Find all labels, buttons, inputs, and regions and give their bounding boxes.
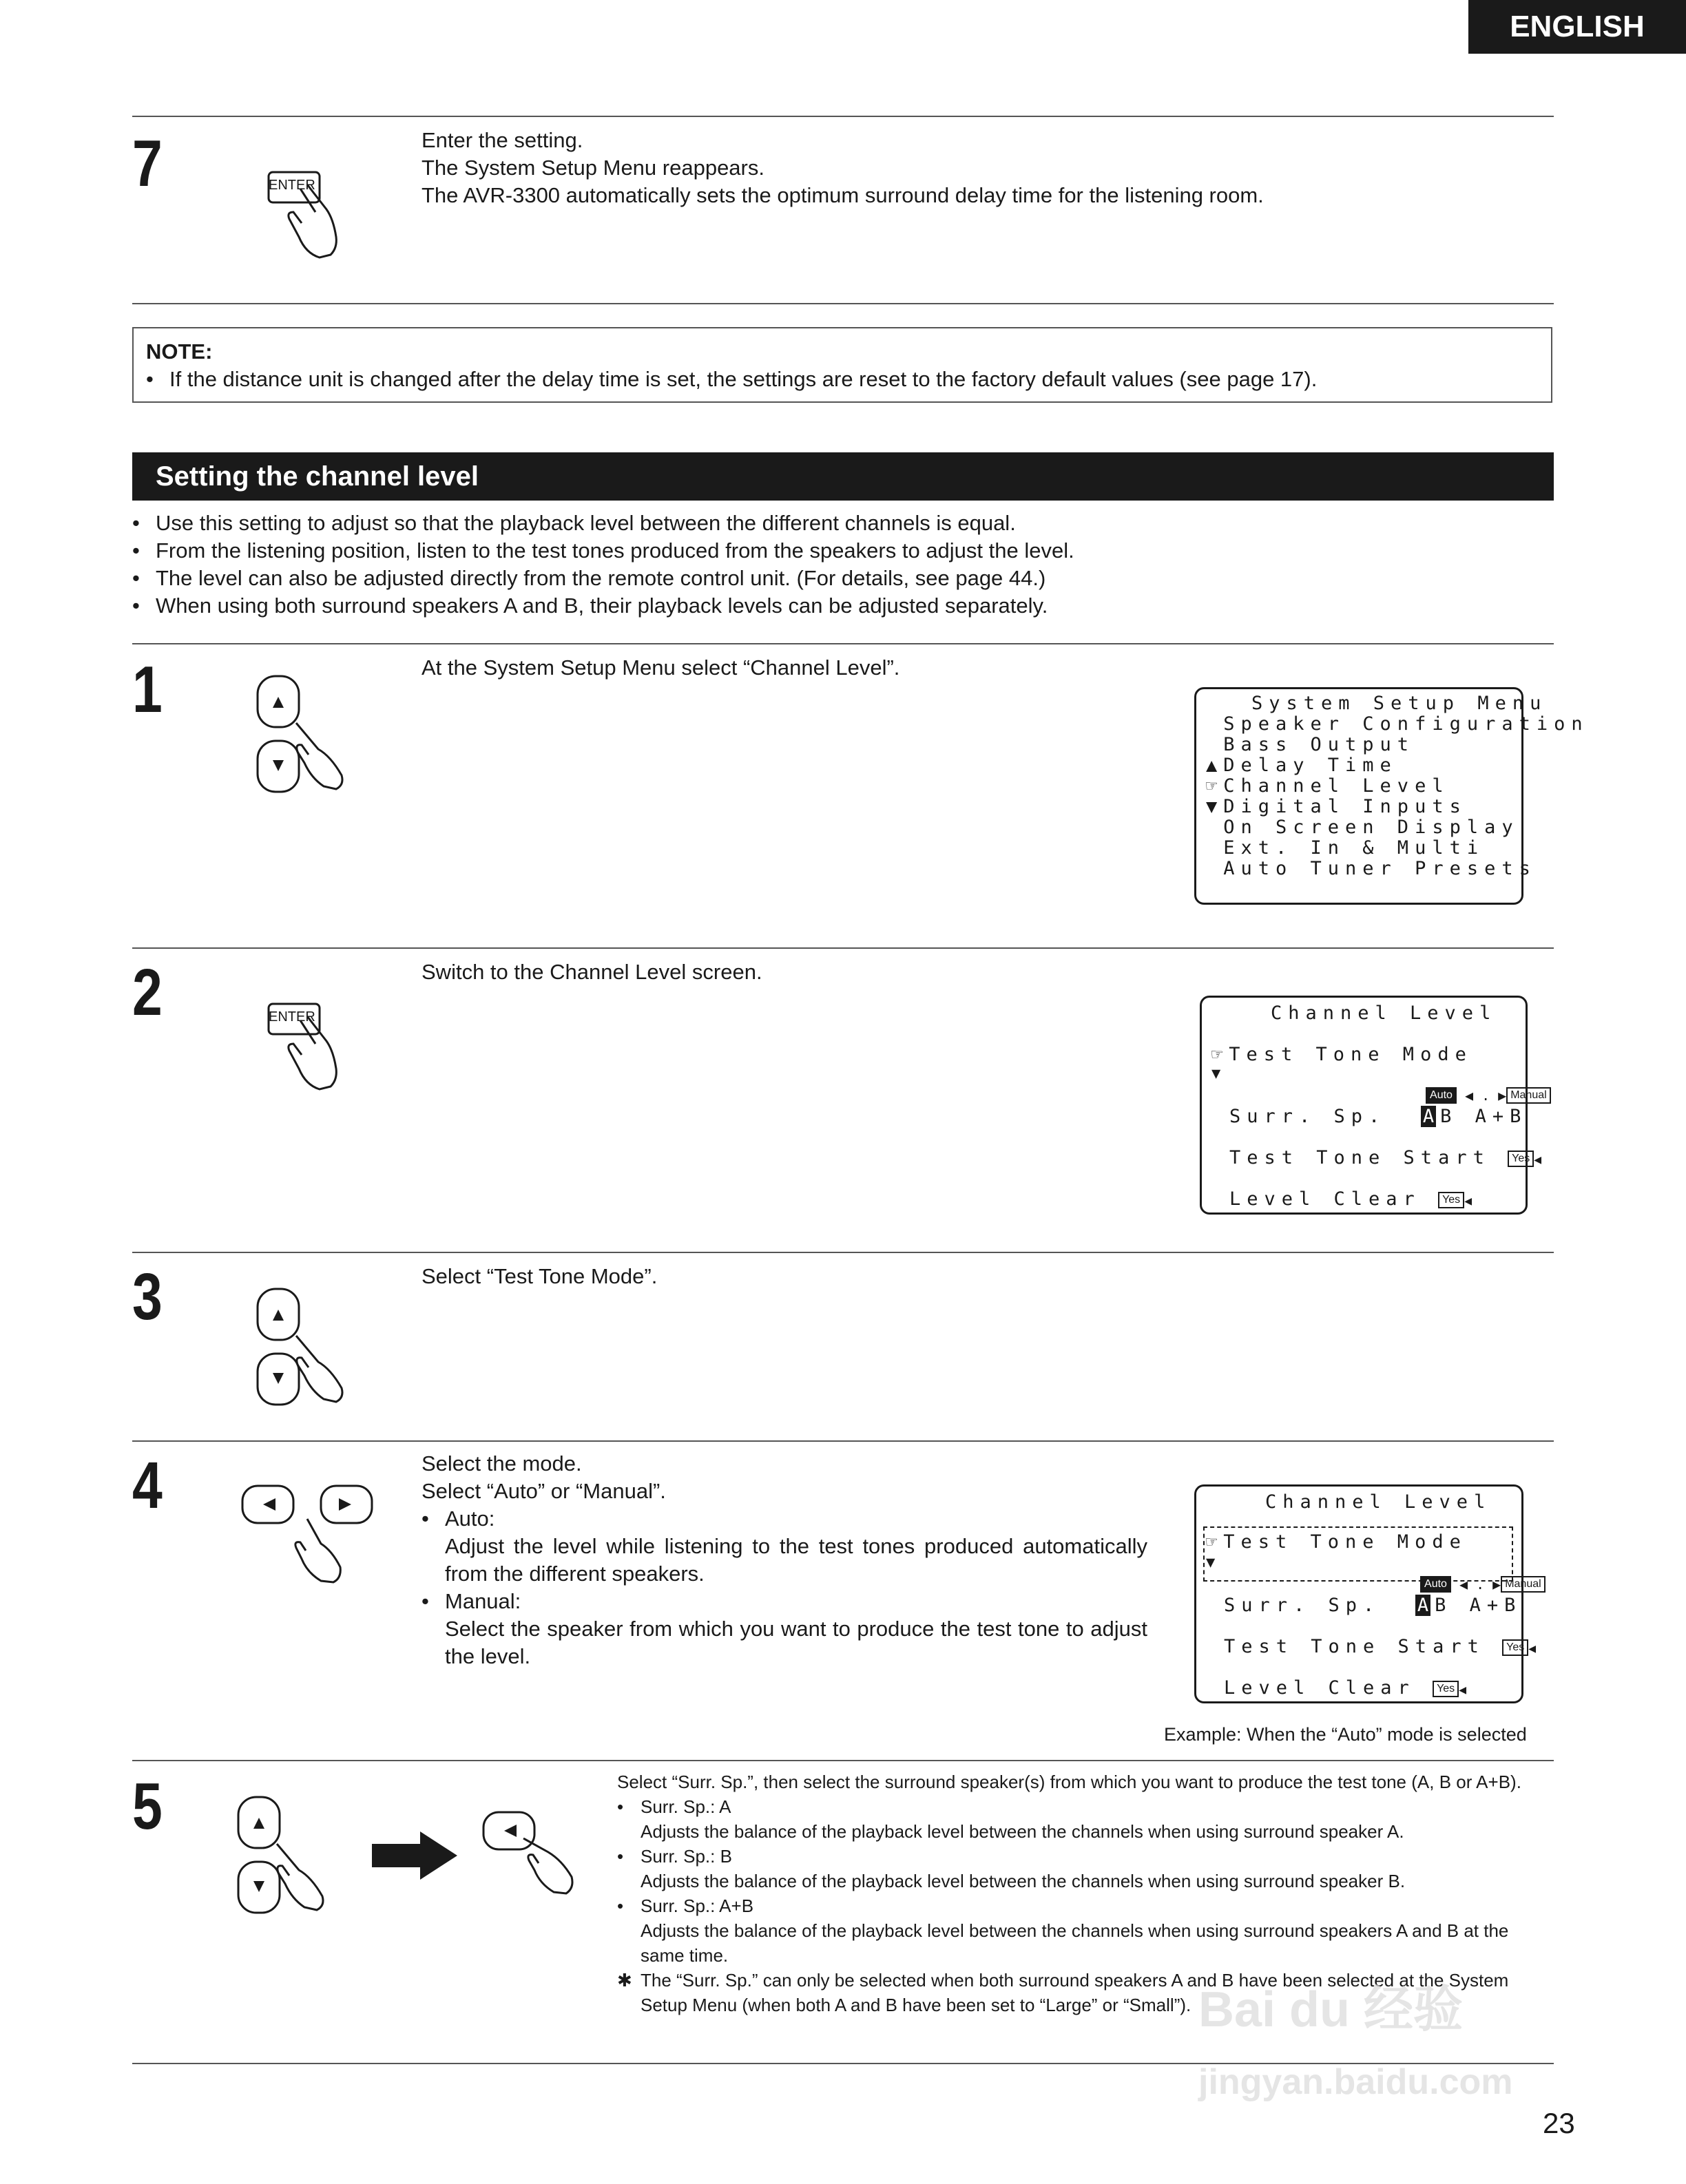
screen-caption: Example: When the “Auto” mode is selected [1164,1724,1527,1745]
manual-head: • Manual: [422,1588,1147,1615]
section-heading: Setting the channel level [132,452,1554,501]
osd-menu-item: ▼Digital Inputs [1206,796,1467,817]
osd-menu-item-selected: ☞Channel Level [1206,775,1450,797]
surr-ab-head: • Surr. Sp.: A+B [617,1893,1554,1918]
step5-note-text: The “Surr. Sp.” can only be selected when both surround speakers A and B have been selected at the System Setup Menu (when both A and B have been set to “Large” or “Small”). [641,1970,1509,2015]
enter-button-label: ENTER [269,178,315,193]
osd-menu-item: Ext. In & Multi [1206,837,1485,859]
divider [132,643,1554,644]
test-tone-start-row: Test Tone Start Yes ◀ [1224,1636,1537,1657]
surr-sp-label: Surr. Sp. [1229,1106,1386,1127]
up-down-buttons-icon [237,1796,347,1920]
osd-title: Channel Level [1265,1491,1492,1513]
surr-sp-label: Surr. Sp. [1224,1595,1381,1616]
divider [132,116,1554,117]
left-right-buttons-icon [241,1484,379,1588]
yes-option: Yes [1438,1192,1464,1208]
channel-level-screen [1194,1484,1541,1703]
mode-options: Auto ◀ . ▶ Manual [1375,1553,1546,1615]
step4-line: Select the mode. [422,1451,582,1476]
manual-text: Select the speaker from which you want to produce the test tone to adjust the level. [445,1617,1147,1668]
surr-sp-row [1229,1106,1527,1127]
osd-title: Channel Level [1271,1002,1497,1024]
step1-text: At the System Setup Menu select “Channel Level”. [422,655,900,680]
down-arrow-icon: ▼ [1206,1554,1222,1571]
divider [132,1760,1554,1761]
step3-text: Select “Test Tone Mode”. [422,1264,658,1288]
channel-level-screen [1200,996,1547,1215]
section-bullets [132,510,1554,620]
step2-text: Switch to the Channel Level screen. [422,960,762,984]
mode-options: Auto ◀ . ▶ Manual [1381,1064,1551,1126]
surr-a-head: • Surr. Sp.: A [617,1794,1554,1819]
manual-option: Manual [1506,1087,1550,1104]
down-arrow-icon: ▼ [1211,1065,1227,1082]
divider [132,303,1554,304]
surr-a-text: Adjusts the balance of the playback level between the channels when using surround speaker A. [641,1821,1404,1842]
list-item: • The level can also be adjusted directly from the remote control unit. (For details, see page 44.) [132,565,1554,592]
step-number: 5 [132,1770,163,1843]
step7-line: Enter the setting. [422,128,583,152]
right-arrow-icon [372,1831,459,1880]
level-clear-row: Level Clear Yes ◀ [1224,1677,1467,1699]
surr-b-head: • Surr. Sp.: B [617,1844,1554,1869]
step-number: 2 [132,956,163,1029]
yes-option: Yes [1433,1681,1459,1697]
list-item: • From the listening position, listen to the test tones produced from the speakers to adjust the level. [132,537,1554,565]
osd-menu-item: ▲Delay Time [1206,755,1397,776]
test-tone-mode-row: ☞Test Tone Mode [1206,1531,1467,1553]
page-number: 23 [1543,2107,1575,2139]
surr-sp-a: A [1415,1595,1430,1616]
step4-line: Select “Auto” or “Manual”. [422,1479,666,1503]
step4-text [422,1450,1147,1670]
left-button-icon [482,1811,592,1914]
surr-sp-options: B A+B [1435,1595,1522,1616]
auto-text: Adjust the level while listening to the test tones produced automatically from the different speakers. [445,1534,1147,1586]
system-setup-menu-screen [1194,687,1589,905]
step-number: 4 [132,1449,163,1522]
surr-sp-a: A [1421,1106,1436,1127]
test-tone-start-label: Test Tone Start [1224,1636,1485,1657]
watermark-logo: Bai du 经验 [1198,1982,1464,2037]
level-clear-label: Level Clear [1229,1188,1421,1210]
yes-option: Yes [1502,1639,1528,1656]
test-tone-start-label: Test Tone Start [1229,1147,1490,1168]
divider [132,947,1554,949]
note-box [132,327,1552,403]
note-title: NOTE: [146,339,213,364]
osd-menu-item: Speaker Configuration [1206,713,1589,735]
list-item: • Use this setting to adjust so that the playback level between the different channels is equal. [132,510,1554,537]
yes-option: Yes [1508,1151,1534,1167]
note-text: • If the distance unit is changed after the delay time is set, the settings are reset to the factory default values (see page 17). [146,366,1539,393]
surr-sp-row [1224,1595,1521,1616]
level-clear-row: Level Clear Yes ◀ [1229,1188,1472,1210]
osd-menu-item: On Screen Display [1206,817,1519,838]
step-number: 3 [132,1260,163,1334]
step7-line: The System Setup Menu reappears. [422,156,764,180]
up-down-buttons-icon [256,1288,366,1411]
test-tone-start-row: Test Tone Start Yes ◀ [1229,1147,1542,1168]
language-tab: ENGLISH [1468,0,1686,54]
surr-sp-options: B A+B [1440,1106,1528,1127]
osd-title: System Setup Menu [1251,693,1548,714]
auto-option: Auto [1426,1087,1457,1104]
auto-head: • Auto: [422,1505,1147,1533]
divider [132,1252,1554,1253]
enter-button-label: ENTER [269,1009,315,1025]
level-clear-label: Level Clear [1224,1677,1415,1699]
test-tone-mode-row: ☞Test Tone Mode [1211,1044,1472,1065]
step7-text [422,127,1537,209]
osd-menu-item: Bass Output [1206,734,1415,755]
asterisk-icon: ✱ [617,1970,632,1991]
osd-menu-item: Auto Tuner Presets [1206,858,1537,879]
surr-ab-text: Adjusts the balance of the playback level between the channels when using surround speakers A and B at the same time. [641,1920,1509,1966]
up-down-buttons-icon [256,675,366,799]
surr-b-text: Adjusts the balance of the playback level between the channels when using surround speaker B. [641,1871,1406,1891]
step5-intro: Select “Surr. Sp.”, then select the surround speaker(s) from which you want to produce the test tone (A, B or A+B). [617,1772,1521,1792]
manual-option: Manual [1501,1576,1545,1593]
step-number: 7 [132,127,163,200]
step7-line: The AVR-3300 automatically sets the optimum surround delay time for the listening room. [422,183,1264,207]
auto-option: Auto [1420,1576,1451,1593]
list-item: • When using both surround speakers A and B, their playback levels can be adjusted separately. [132,592,1554,620]
divider [132,1440,1554,1442]
watermark-url: jingyan.baidu.com [1198,2062,1513,2102]
step-number: 1 [132,653,163,726]
